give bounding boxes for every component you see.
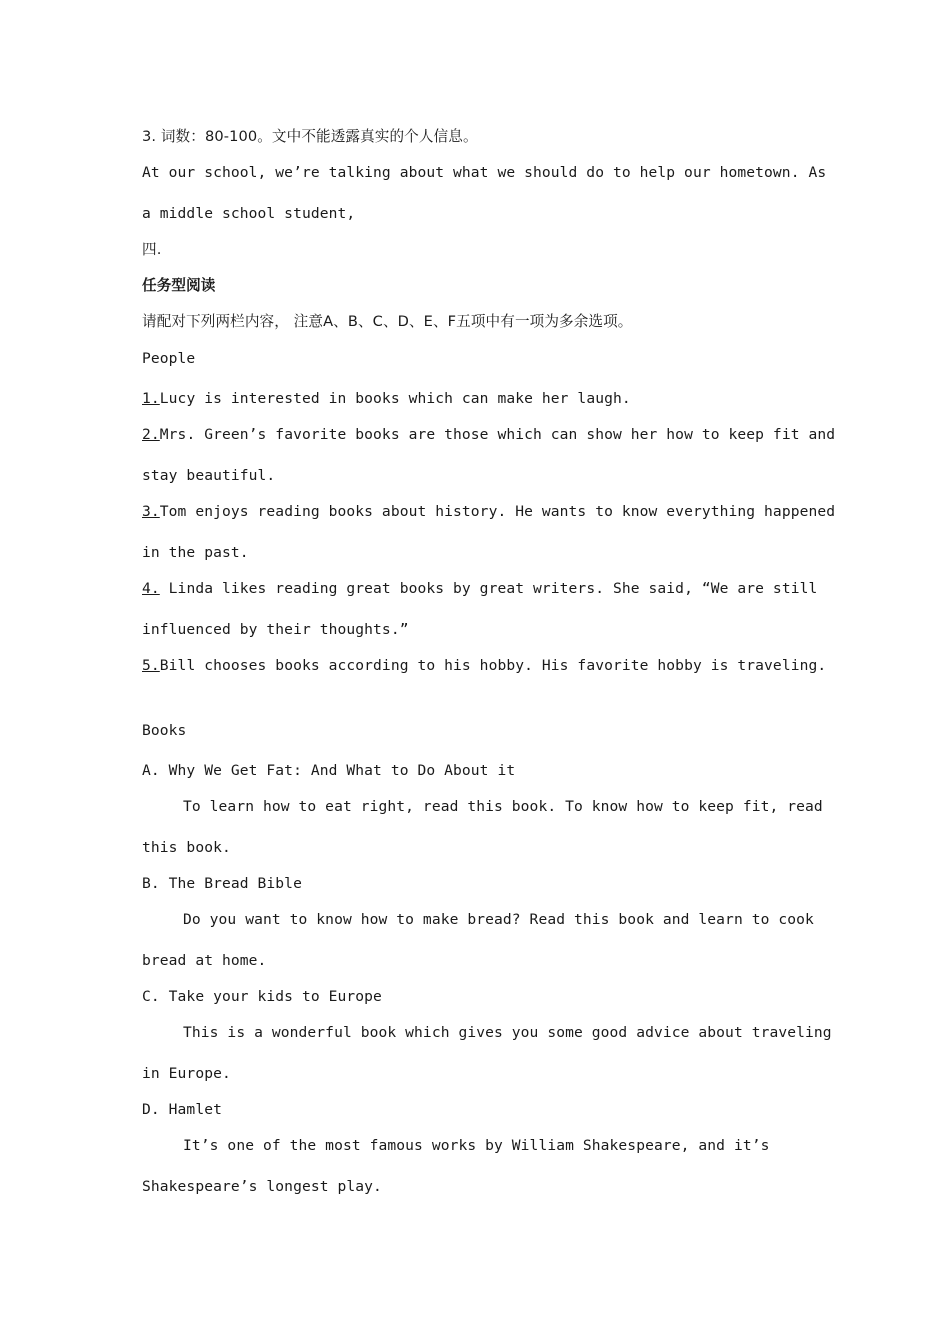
- person-text: Tom enjoys reading books about history. He wants to know everything happened: [159, 503, 836, 520]
- person-number: 4.: [142, 580, 160, 597]
- book-desc-c-cont: in Europe.: [142, 1065, 231, 1082]
- book-desc-d: It’s one of the most famous works by William Shakespeare, and it’s: [183, 1137, 770, 1154]
- books-heading: Books: [142, 722, 187, 739]
- requirement-3: 3. 词数：80-100。文中不能透露真实的个人信息。: [142, 128, 478, 145]
- person-number: 3.: [142, 503, 160, 520]
- person-number: 5.: [142, 657, 160, 674]
- person-item-1: [142, 389, 631, 409]
- instruction: 请配对下列两栏内容， 注意A、B、C、D、E、F五项中有一项为多余选项。: [142, 313, 633, 330]
- book-title-c: C. Take your kids to Europe: [142, 988, 382, 1005]
- book-desc-c: This is a wonderful book which gives you some good advice about traveling: [183, 1024, 832, 1041]
- person-text: Mrs. Green’s favorite books are those which can show her how to keep fit and: [159, 426, 836, 443]
- person-item-2: [142, 425, 836, 445]
- person-item-2-cont: stay beautiful.: [142, 467, 276, 484]
- book-title-a: A. Why We Get Fat: And What to Do About it: [142, 762, 516, 779]
- section-title: 任务型阅读: [142, 277, 216, 294]
- person-text: Bill chooses books according to his hobby. His favorite hobby is traveling.: [159, 657, 827, 674]
- essay-prompt-line-1: At our school, we’re talking about what we should do to help our hometown. As: [142, 164, 827, 181]
- people-heading: People: [142, 350, 196, 367]
- person-item-4: [142, 579, 817, 599]
- person-number: 2.: [142, 426, 160, 443]
- book-desc-d-cont: Shakespeare’s longest play.: [142, 1178, 382, 1195]
- book-desc-b: Do you want to know how to make bread? Read this book and learn to cook: [183, 911, 814, 928]
- person-item-3: [142, 502, 835, 522]
- book-desc-a: To learn how to eat right, read this book. To know how to keep fit, read: [183, 798, 823, 815]
- person-item-3-cont: in the past.: [142, 544, 249, 561]
- person-number: 1.: [142, 390, 160, 407]
- essay-prompt-line-2: a middle school student,: [142, 205, 356, 222]
- book-title-d: D. Hamlet: [142, 1101, 222, 1118]
- person-text: Lucy is interested in books which can make her laugh.: [159, 390, 631, 407]
- person-item-5: [142, 656, 826, 676]
- document-page: [142, 0, 836, 1344]
- book-desc-b-cont: bread at home.: [142, 952, 267, 969]
- person-text: Linda likes reading great books by great writers. She said, “We are still: [159, 580, 818, 597]
- person-item-4-cont: influenced by their thoughts.”: [142, 621, 409, 638]
- book-title-b: B. The Bread Bible: [142, 875, 302, 892]
- section-number: 四.: [142, 241, 162, 258]
- book-desc-a-cont: this book.: [142, 839, 231, 856]
